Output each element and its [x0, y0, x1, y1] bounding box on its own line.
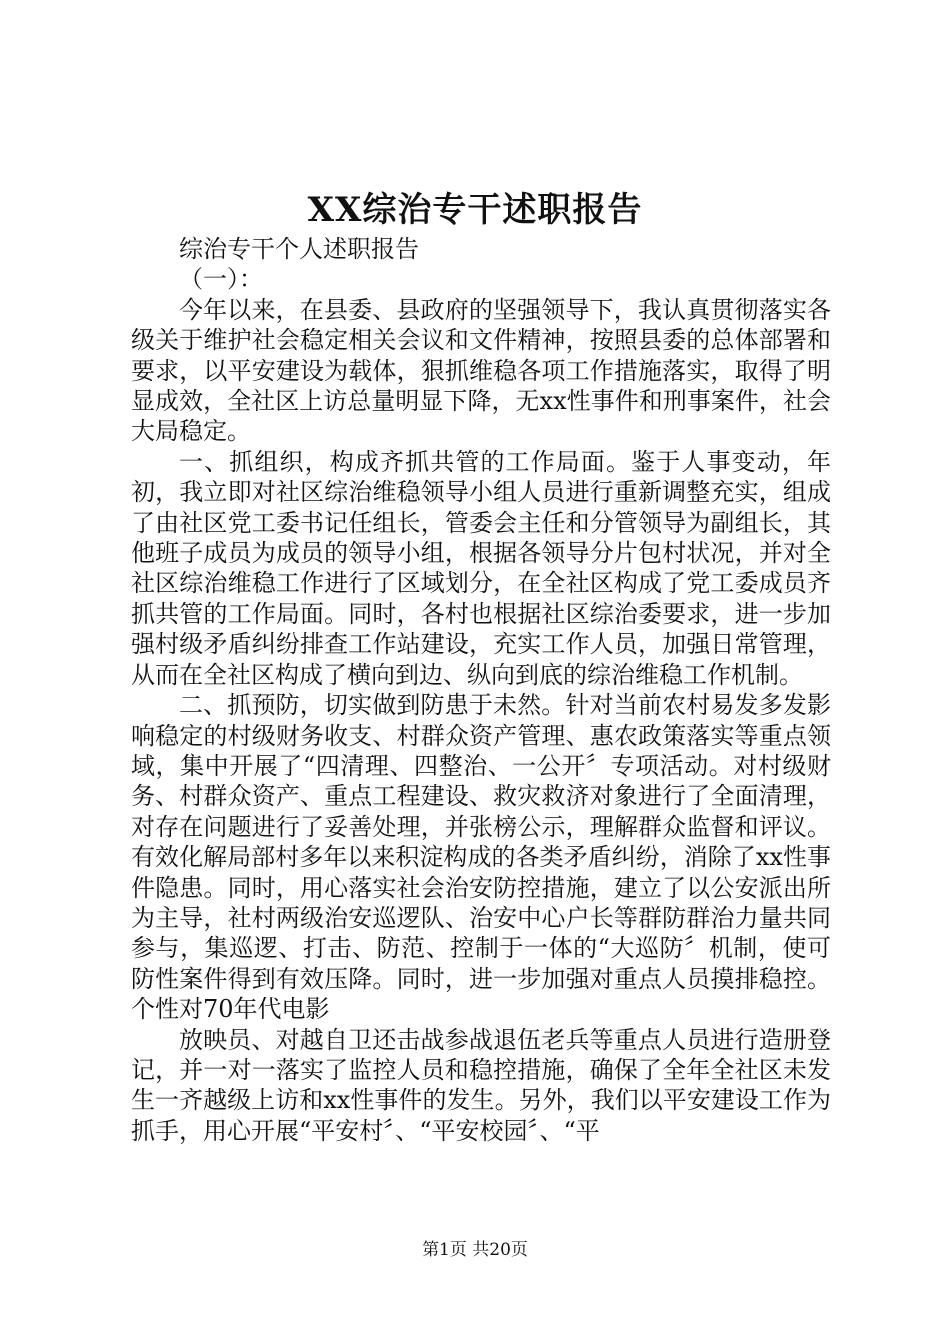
document-title: XX综治专干述职报告: [307, 190, 643, 230]
section-two-paragraph: 二、抓预防，切实做到防患于未然。针对当前农村易发多发影响稳定的村级财务收支、村群众资产管理、惠农政策落实等重点领域，集中开展了“四清理、四整治、一公开〞专项活动。对村级财务、村群众资产、重点工程建设、救灾救济对象进行了全面清理，对存在问题进行了妥善处理，并张榜公示，理解群众监督和评议。有效化解局部村多年以来积淀构成的各类矛盾纠纷，消除了xx性事件隐患。同时，用心落实社会治安防控措施，建立了以公安派出所为主导，社村两级治安巡逻队、治安中心户长等群防群治力量共同参与，集巡逻、打击、防范、控制于一体的“大巡防〞机制，使可防性案件得到有效压降。同时，进一步加强对重点人员摸排稳控。个性对70年代电影: [131, 691, 831, 1024]
section-number-paragraph: （一）：: [179, 265, 263, 294]
section-one-paragraph: 一、抓组织，构成齐抓共管的工作局面。鉴于人事变动，年初，我立即对社区综治维稳领导小组人员进行重新调整充实，组成了由社区党工委书记任组长，管委会主任和分管领导为副组长，其他班子成员为成员的领导小组，根据各领导分片包村状况，并对全社区综治维稳工作进行了区域划分，在全社区构成了党工委成员齐抓共管的工作局面。同时，各村也根据社区综治委要求，进一步加强村级矛盾纠纷排查工作站建设，充实工作人员，加强日常管理，从而在全社区构成了横向到边、纵向到底的综治维稳工作机制。: [131, 447, 831, 689]
document-body: [131, 234, 831, 1146]
subtitle-paragraph: 综治专干个人述职报告: [179, 235, 419, 263]
continuation-paragraph: 放映员、对越自卫还击战参战退伍老兵等重点人员进行造册登记，并一对一落实了监控人员和稳控措施，确保了全年全社区未发生一齐越级上访和xx性事件的发生。另外，我们以平安建设工作为抓手，用心开展“平安村〞、“平安校园〞、“平: [131, 1025, 831, 1145]
intro-paragraph: 今年以来，在县委、县政府的坚强领导下，我认真贯彻落实各级关于维护社会稳定相关会议和文件精神，按照县委的总体部署和要求，以平安建设为载体，狠抓维稳各项工作措施落实，取得了明显成效，全社区上访总量明显下降，无xx性事件和刑事案件，社会大局稳定。: [131, 295, 831, 446]
page-number-footer: 第1页 共20页: [422, 1240, 528, 1260]
